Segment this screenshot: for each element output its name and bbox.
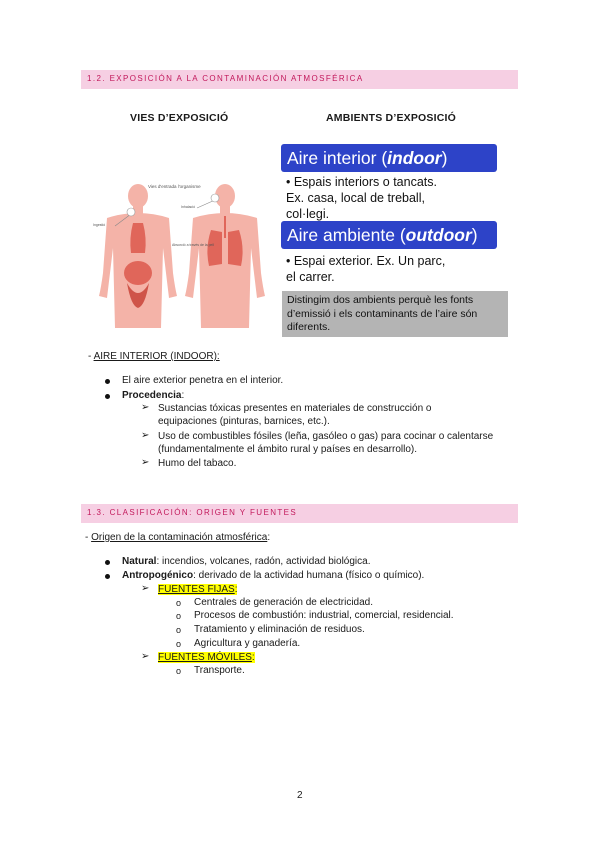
bullet-dot [105,560,110,565]
outdoor-line-2: el carrer. [286,270,335,284]
indoor-sub-3: Humo del tabaco. [158,458,237,469]
indoor-description [286,174,437,222]
outdoor-box [281,221,497,249]
ambients-heading: AMBIENTS D’EXPOSICIÓ [326,112,457,124]
indoor-sub-1-line-2: equipaciones (pinturas, barnices, etc.). [158,416,330,427]
antropogenico-item [122,570,424,581]
section-title: 1.3. CLASIFICACIÓN: ORIGEN Y FUENTES [87,508,298,517]
indoor-prefix: Aire interior ( [287,148,388,168]
arrow-bullet-icon: ➢ [141,583,150,594]
section-header-exposicion [81,70,518,89]
indoor-italic: indoor [387,148,442,168]
circle-bullet-icon: o [176,666,182,676]
fuentes-fijas-label: FUENTES FIJAS [158,584,235,595]
outdoor-prefix: Aire ambiente ( [287,225,406,245]
fuentes-moviles-heading [158,652,255,663]
indoor-bullet-1: El aire exterior penetra en el interior. [122,375,284,386]
fijas-item: Tratamiento y eliminación de residuos. [194,624,365,635]
arrow-bullet-icon: ➢ [141,651,150,662]
circle-bullet-icon: o [176,598,182,608]
indoor-suffix: ) [441,148,448,168]
outdoor-description [286,253,445,285]
outdoor-italic: outdoor [405,225,472,245]
grey-note: Distingim dos ambients perquè les fonts d’emissió i els contaminants de l’aire són diferents. [282,291,508,337]
circle-bullet-icon: o [176,639,182,649]
fijas-item: Procesos de combustión: industrial, comercial, residencial. [194,610,454,621]
indoor-sub-2-line-2: (fundamentalmente el ámbito rural y países en desarrollo). [158,444,418,455]
fijas-item: Agricultura y ganadería. [194,638,301,649]
natural-item [122,556,370,567]
label-absorcio: Absorció a través de la pell [172,243,215,247]
arrow-bullet-icon: ➢ [141,430,150,441]
moviles-item: Transporte. [194,665,245,676]
natural-label: Natural [122,556,157,567]
dash: - [88,351,94,362]
section-title: 1.2. EXPOSICIÓN A LA CONTAMINACIÓN ATMOSFÉRICA [87,74,364,83]
indoor-line-2: Ex. casa, local de treball, [286,191,425,205]
label-ingestio: Ingestió [93,223,106,227]
dash: - [85,532,92,543]
colon: : [267,532,271,543]
colon: : [251,652,255,663]
page-number: 2 [297,790,303,801]
circle-bullet-icon: o [176,625,182,635]
indoor-line-1: • Espais interiors o tancats. [286,175,437,189]
indoor-heading [88,351,220,362]
antro-text: : derivado de la actividad humana (físico o químico). [193,570,425,581]
fuentes-moviles-label: FUENTES MÓVILES [158,652,252,663]
body-illustration [85,178,273,338]
fuentes-fijas-heading [158,584,237,595]
fijas-item: Centrales de generación de electricidad. [194,597,373,608]
outdoor-line-1: • Espai exterior. Ex. Un parc, [286,254,446,268]
indoor-bullet-2 [122,390,184,401]
bullet-dot [105,574,110,579]
ingestion-icon [127,208,135,216]
figure-caption: Vies d'entrada l'organisme [148,184,201,189]
indoor-sub-2-line-1: Uso de combustibles fósiles (leña, gasóleo o gas) para cocinar o calentarse [158,431,494,442]
arrow-bullet-icon: ➢ [141,402,150,413]
label-inhalacio: Inhalació [181,205,196,209]
colon: : [181,390,185,401]
circle-bullet-icon: o [176,611,182,621]
origen-heading [85,532,270,543]
vies-heading: VIES D’EXPOSICIÓ [130,112,229,124]
bullet-dot [105,379,110,384]
procedencia-label: Procedencia [122,390,182,401]
origen-heading-text: Origen de la contaminación atmosférica [91,532,268,543]
indoor-line-3: col·legi. [286,207,330,221]
indoor-heading-text: AIRE INTERIOR (INDOOR): [93,351,220,362]
arrow-bullet-icon: ➢ [141,457,150,468]
indoor-sub-1-line-1: Sustancias tóxicas presentes en materiales de construcción o [158,403,432,414]
indoor-box [281,144,497,172]
natural-text: : incendios, volcanes, radón, actividad biológica. [156,556,371,567]
section-header-clasificacion [81,504,518,523]
antro-label: Antropogénico [122,570,194,581]
body-exposure-figure [85,178,273,338]
outdoor-suffix: ) [471,225,478,245]
inhalation-icon [211,194,219,202]
colon: : [234,584,238,595]
bullet-dot [105,394,110,399]
